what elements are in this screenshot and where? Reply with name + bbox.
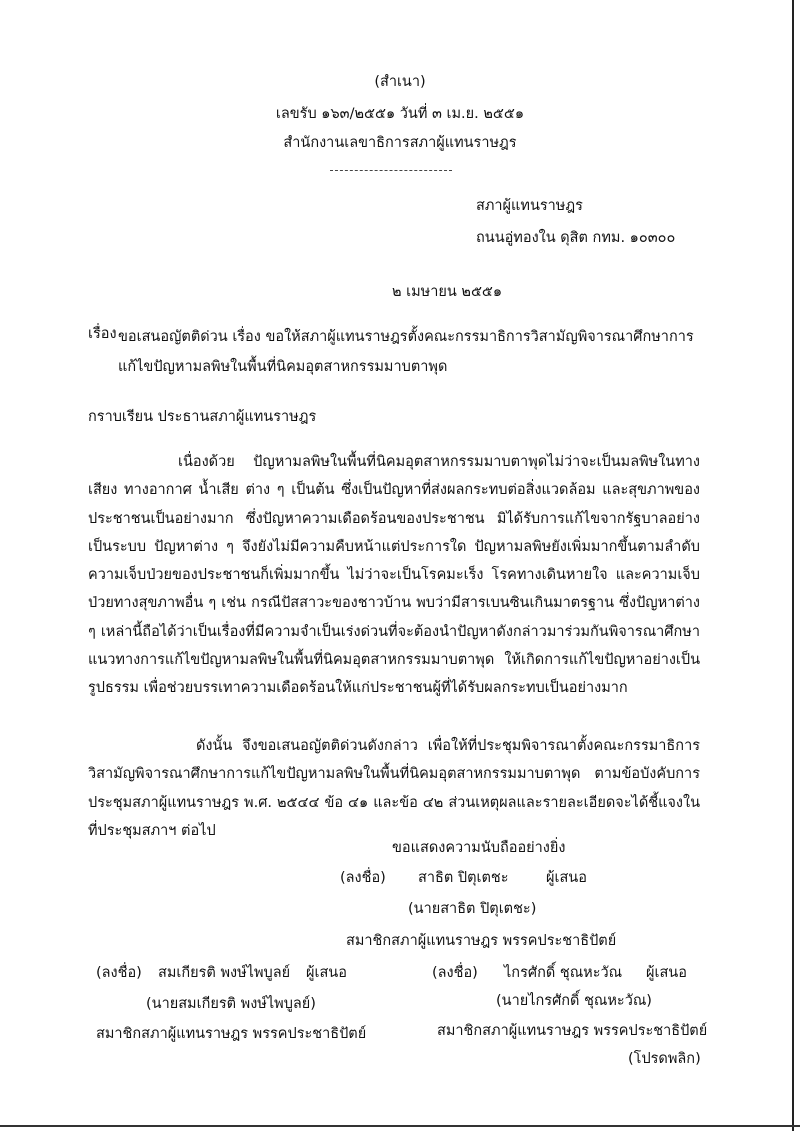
right-signer-position: สมาชิกสภาผู้แทนราษฎร พรรคประชาธิปัตย์ — [437, 1023, 708, 1039]
subject-text: ขอเสนอญัตติด่วน เรื่อง ขอให้สภาผู้แทนราษฎรตั้งคณะกรรมาธิการวิสามัญพิจารณาศึกษาการแก้ไขปัญหามลพิษในพื้นที่นิคมอุตสาหกรรมมาบตาพุด — [118, 329, 694, 375]
body-paragraph-2: ดังนั้น จึงขอเสนอญัตติด่วนดังกล่าว เพื่อให้ที่ประชุมพิจารณาตั้งคณะกรรมาธิการวิสามัญพิจารณาศึกษาการแก้ไขปัญหามลพิษในพื้นที่นิคมอุตสาหกรรมมาบตาพุด ตามข้อบังคับการประชุมสภาผู้แทนราษฎร พ.ศ. ๒๕๔๔ ข้อ ๔๑ และข้อ ๔๒ ส่วนเหตุผลและรายละเอียดจะได้ชี้แจงในที่ประชุมสภาฯ ต่อไป — [88, 738, 700, 839]
copy-mark: (สำเนา) — [374, 74, 426, 90]
closing: ขอแสดงความนับถืออย่างยิ่ง — [392, 840, 566, 856]
right-signer-full-name: (นายไกรศักดิ์ ชุณหะวัณ) — [496, 993, 652, 1009]
right-sign-label: (ลงชื่อ) — [432, 965, 478, 981]
left-signer-role: ผู้เสนอ — [306, 965, 347, 981]
main-signer-name: สาธิต ปิตุเตชะ — [418, 870, 509, 886]
receipt-number: เลขรับ ๑๖๓/๒๕๕๑ วันที่ ๓ เม.ย. ๒๕๕๑ — [275, 106, 525, 122]
body-paragraph-1: เนื่องด้วย ปัญหามลพิษในพื้นที่นิคมอุตสาหกรรมมาบตาพุดไม่ว่าจะเป็นมลพิษในทางเสียง ทางอากาศ น้ำเสีย ต่าง ๆ เป็นต้น ซึ่งเป็นปัญหาที่ส่งผลกระทบต่อสิ่งแวดล้อม และสุขภาพของประชาชนเป็นอย่างมาก ซึ่งปัญหาความเดือดร้อนของประชาชน มิได้รับการแก้ไขจากรัฐบาลอย่างเป็นระบบ ปัญหาต่าง ๆ จึงยังไม่มีความคืบหน้าแต่ประการใด ปัญหามลพิษยังเพิ่มมากขึ้นตามลำดับ ความเจ็บป่วยของประชาชนก็เพิ่มมากขึ้น ไม่ว่าจะเป็นโรคมะเร็ง โรคทางเดินหายใจ และความเจ็บป่วยทางสุขภาพอื่น ๆ เช่น กรณีปัสสาวะของชาวบ้าน พบว่ามีสารเบนซินเกินมาตรฐาน ซึ่งปัญหาต่าง ๆ เหล่านี้ถือได้ว่าเป็นเรื่องที่มีความจำเป็นเร่งด่วนที่จะต้องนำปัญหาดังกล่าวมาร่วมกันพิจารณาศึกษาแนวทางการแก้ไขปัญหามลพิษในพื้นที่นิคมอุตสาหกรรมมาบตาพุด ให้เกิดการแก้ไขปัญหาอย่างเป็นรูปธรรม เพื่อช่วยบรรเทาความเดือดร้อนให้แก่ประชาชนผู้ที่ได้รับผลกระทบเป็นอย่างมาก — [88, 454, 700, 697]
main-signer-role: ผู้เสนอ — [546, 870, 587, 886]
left-sign-label: (ลงชื่อ) — [96, 965, 142, 981]
left-signer-name: สมเกียรติ พงษ์ไพบูลย์ — [158, 965, 291, 981]
address-org: สภาผู้แทนราษฎร — [476, 198, 583, 214]
left-signer-position: สมาชิกสภาผู้แทนราษฎร พรรคประชาธิปัตย์ — [96, 1026, 367, 1042]
salutation: กราบเรียน ประธานสภาผู้แทนราษฎร — [88, 409, 317, 425]
address-street: ถนนอู่ทองใน ดุสิต กทม. ๑๐๓๐๐ — [476, 230, 676, 246]
main-sign-label: (ลงชื่อ) — [340, 870, 386, 886]
right-signer-name: ไกรศักดิ์ ชุณหะวัณ — [504, 965, 623, 981]
left-signer-full-name: (นายสมเกียรติ พงษ์ไพบูลย์) — [146, 996, 316, 1012]
letter-date: ๒ เมษายน ๒๕๕๑ — [392, 284, 503, 300]
main-signer-full-name: (นายสาธิต ปิตุเตชะ) — [408, 901, 537, 917]
subject-label: เรื่อง — [88, 326, 117, 342]
secretariat-office: สำนักงานเลขาธิการสภาผู้แทนราษฎร — [283, 135, 517, 151]
header-divider — [330, 170, 452, 171]
scan-edge-right — [792, 0, 794, 1131]
scan-edge-bottom — [0, 1125, 800, 1127]
turn-page-note: (โปรดพลิก) — [628, 1051, 701, 1067]
right-signer-role: ผู้เสนอ — [646, 965, 687, 981]
main-signer-position: สมาชิกสภาผู้แทนราษฎร พรรคประชาธิปัตย์ — [346, 933, 617, 949]
